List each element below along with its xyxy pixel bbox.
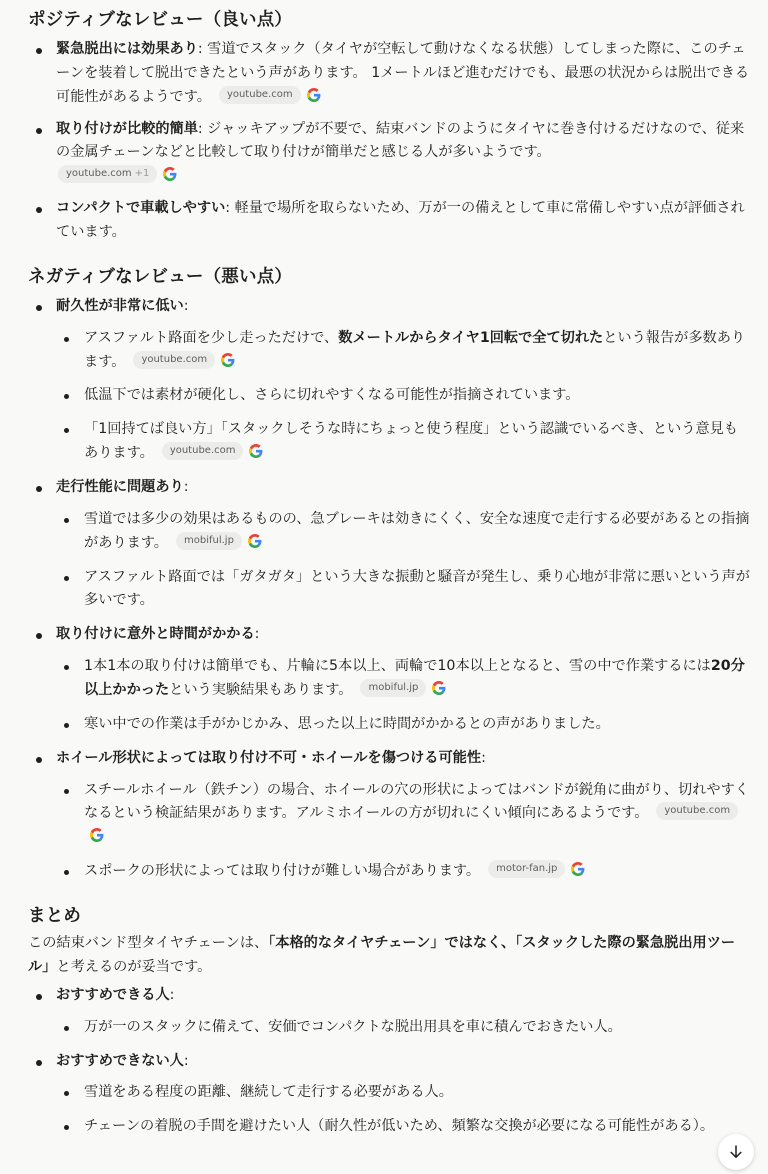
item-text: 寒い中での作業は手がかじかみ、思った以上に時間がかかるとの声がありました。 [84, 715, 610, 732]
negative-heading: ネガティブなレビュー（悪い点） [28, 266, 293, 287]
source-label: mobiful.jp [184, 534, 234, 546]
item-text: という報告が多数あります。 [84, 329, 746, 370]
source-chip[interactable] [360, 679, 426, 697]
source-chip[interactable] [219, 86, 301, 104]
item-text: スポークの形状によっては取り付けが難しい場合があります。 [84, 863, 481, 880]
list-item [56, 508, 750, 556]
group-title: おすすめできない人 [56, 1052, 184, 1069]
google-g-icon[interactable] [248, 534, 262, 548]
list-item [28, 118, 750, 190]
source-chip[interactable] [58, 165, 157, 183]
colon: : [481, 749, 486, 766]
group-title: 取り付けに意外と時間がかかる [56, 626, 255, 643]
sub-list [56, 508, 750, 613]
negative-list [28, 295, 750, 884]
source-count: +1 [134, 168, 150, 180]
summary-list [28, 984, 750, 1139]
source-label: youtube.com [226, 88, 293, 100]
intro-text: と考えるのが妥当です。 [56, 958, 212, 975]
list-item [28, 984, 750, 1040]
list-item [28, 295, 750, 466]
source-chip[interactable] [656, 802, 738, 820]
source-label: mobiful.jp [368, 682, 419, 694]
google-g-icon[interactable] [249, 444, 263, 458]
list-item [56, 860, 750, 884]
arrow-down-icon [727, 1143, 745, 1161]
list-item [28, 1050, 750, 1140]
colon: : [183, 297, 189, 314]
list-item [56, 384, 750, 408]
list-item [28, 197, 750, 245]
summary-intro [28, 932, 750, 980]
item-text: : 雪道でスタック（タイヤが空転して動けなくなる状態）してしまった際に、このチェーンを装着して脱出できたという声があります。 1メートルほど進むだけでも、最悪の状況からは脱出できる可能性があるようです。 [56, 41, 750, 105]
item-text: チェーンの着脱の手間を避けたい人（耐久性が低いため、頻繁な交換が必要になる可能性がある）。 [84, 1118, 715, 1135]
colon: : [183, 1052, 189, 1069]
sub-list [56, 655, 750, 737]
item-text: スチールホイール（鉄チン）の場合、ホイールの穴の形状によってはバンドが鋭角に曲がり、切れやすくなるという検証結果があります。アルミホイールの方が切れにくい傾向にあるようです。 [84, 781, 749, 822]
list-item [56, 566, 750, 614]
group-title: ホイール形状によっては取り付け不可・ホイールを傷つける可能性 [56, 749, 482, 766]
item-emphasis: 数メートルからタイヤ1回転で全て切れた [338, 329, 604, 346]
item-title: コンパクトで車載しやすい [56, 200, 226, 217]
item-text: : ジャッキアップが不要で、結束バンドのようにタイヤに巻き付けるだけなので、従来の金属チェーンなどと比較して取り付けが簡単だと感じる人が多いようです。 [56, 120, 745, 161]
group-title: 耐久性が非常に低い [56, 297, 184, 314]
item-text: 1本1本の取り付けは簡単でも、片輪に5本以上、両輪で10本以上となると、雪の中で作業するには [84, 658, 711, 675]
source-chip[interactable] [162, 442, 244, 460]
colon: : [183, 479, 189, 496]
item-text: 雪道をある程度の距離、継続して走行する必要がある人。 [84, 1084, 453, 1101]
scroll-to-bottom-button[interactable] [718, 1134, 754, 1170]
colon: : [254, 626, 260, 643]
list-item [56, 1016, 750, 1040]
item-text: という実験結果もあります。 [169, 682, 353, 699]
source-label: youtube.com [664, 805, 731, 817]
sub-list [56, 1016, 750, 1040]
item-emphasis: 20分以上かかった [84, 658, 745, 699]
item-text: 万が一のスタックに備えて、安価でコンパクトな脱出用具を車に積んでおきたい人。 [84, 1018, 622, 1035]
summary-heading: まとめ [28, 906, 82, 927]
source-chip[interactable] [133, 351, 215, 369]
google-g-icon[interactable] [90, 828, 104, 842]
list-item [56, 418, 750, 466]
sub-list [56, 779, 750, 884]
source-chip[interactable] [488, 860, 565, 878]
list-item [56, 713, 750, 737]
sub-list [56, 1081, 750, 1139]
group-title: 走行性能に問題あり [56, 479, 184, 496]
list-item [28, 38, 750, 110]
item-title: 緊急脱出には効果あり [56, 41, 198, 57]
source-label: youtube.com [169, 445, 236, 457]
item-text: アスファルト路面を少し走っただけで、 [84, 329, 339, 346]
google-g-icon[interactable] [163, 167, 177, 181]
list-item [56, 655, 750, 703]
source-label: youtube.com [141, 353, 208, 365]
google-g-icon[interactable] [307, 88, 321, 102]
colon: : [169, 986, 175, 1003]
list-item [28, 747, 750, 884]
list-item [56, 1081, 750, 1105]
item-text: 雪道では多少の効果はあるものの、急ブレーキは効きにくく、安全な速度で走行する必要があるとの指摘があります。 [84, 510, 750, 551]
positive-list [28, 38, 750, 245]
source-label: youtube.com [66, 168, 132, 180]
intro-text: この結束バンド型タイヤチェーンは、 [28, 935, 269, 952]
item-title: 取り付けが比較的簡単 [56, 120, 198, 137]
list-item [56, 779, 750, 851]
item-text: 低温下では素材が硬化し、さらに切れやすくなる可能性が指摘されています。 [84, 387, 580, 404]
list-item [56, 327, 750, 375]
google-g-icon[interactable] [221, 353, 235, 367]
item-text: アスファルト路面では「ガタガタ」という大きな振動と騒音が発生し、乗り心地が非常に悪いという声が多いです。 [84, 568, 750, 609]
sub-list [56, 327, 750, 466]
intro-emphasis: 「本格的なタイヤチェーン」ではなく、「スタックした際の緊急脱出用ツール」 [28, 935, 736, 975]
source-label: motor-fan.jp [496, 863, 558, 875]
list-item [56, 1115, 750, 1139]
item-text: 「1回持てば良い方」「スタックしそうな時にちょっと使う程度」という認識でいるべき、という意見もあります。 [84, 421, 738, 462]
list-item [28, 476, 750, 613]
source-chip[interactable] [176, 532, 242, 550]
group-title: おすすめできる人 [56, 986, 170, 1003]
item-text: : 軽量で場所を取らないため、万が一の備えとして車に常備しやすい点が評価されています。 [56, 200, 745, 241]
list-item [28, 623, 750, 736]
google-g-icon[interactable] [571, 862, 585, 876]
positive-heading: ポジティブなレビュー（良い点） [28, 10, 293, 30]
google-g-icon[interactable] [432, 681, 446, 695]
